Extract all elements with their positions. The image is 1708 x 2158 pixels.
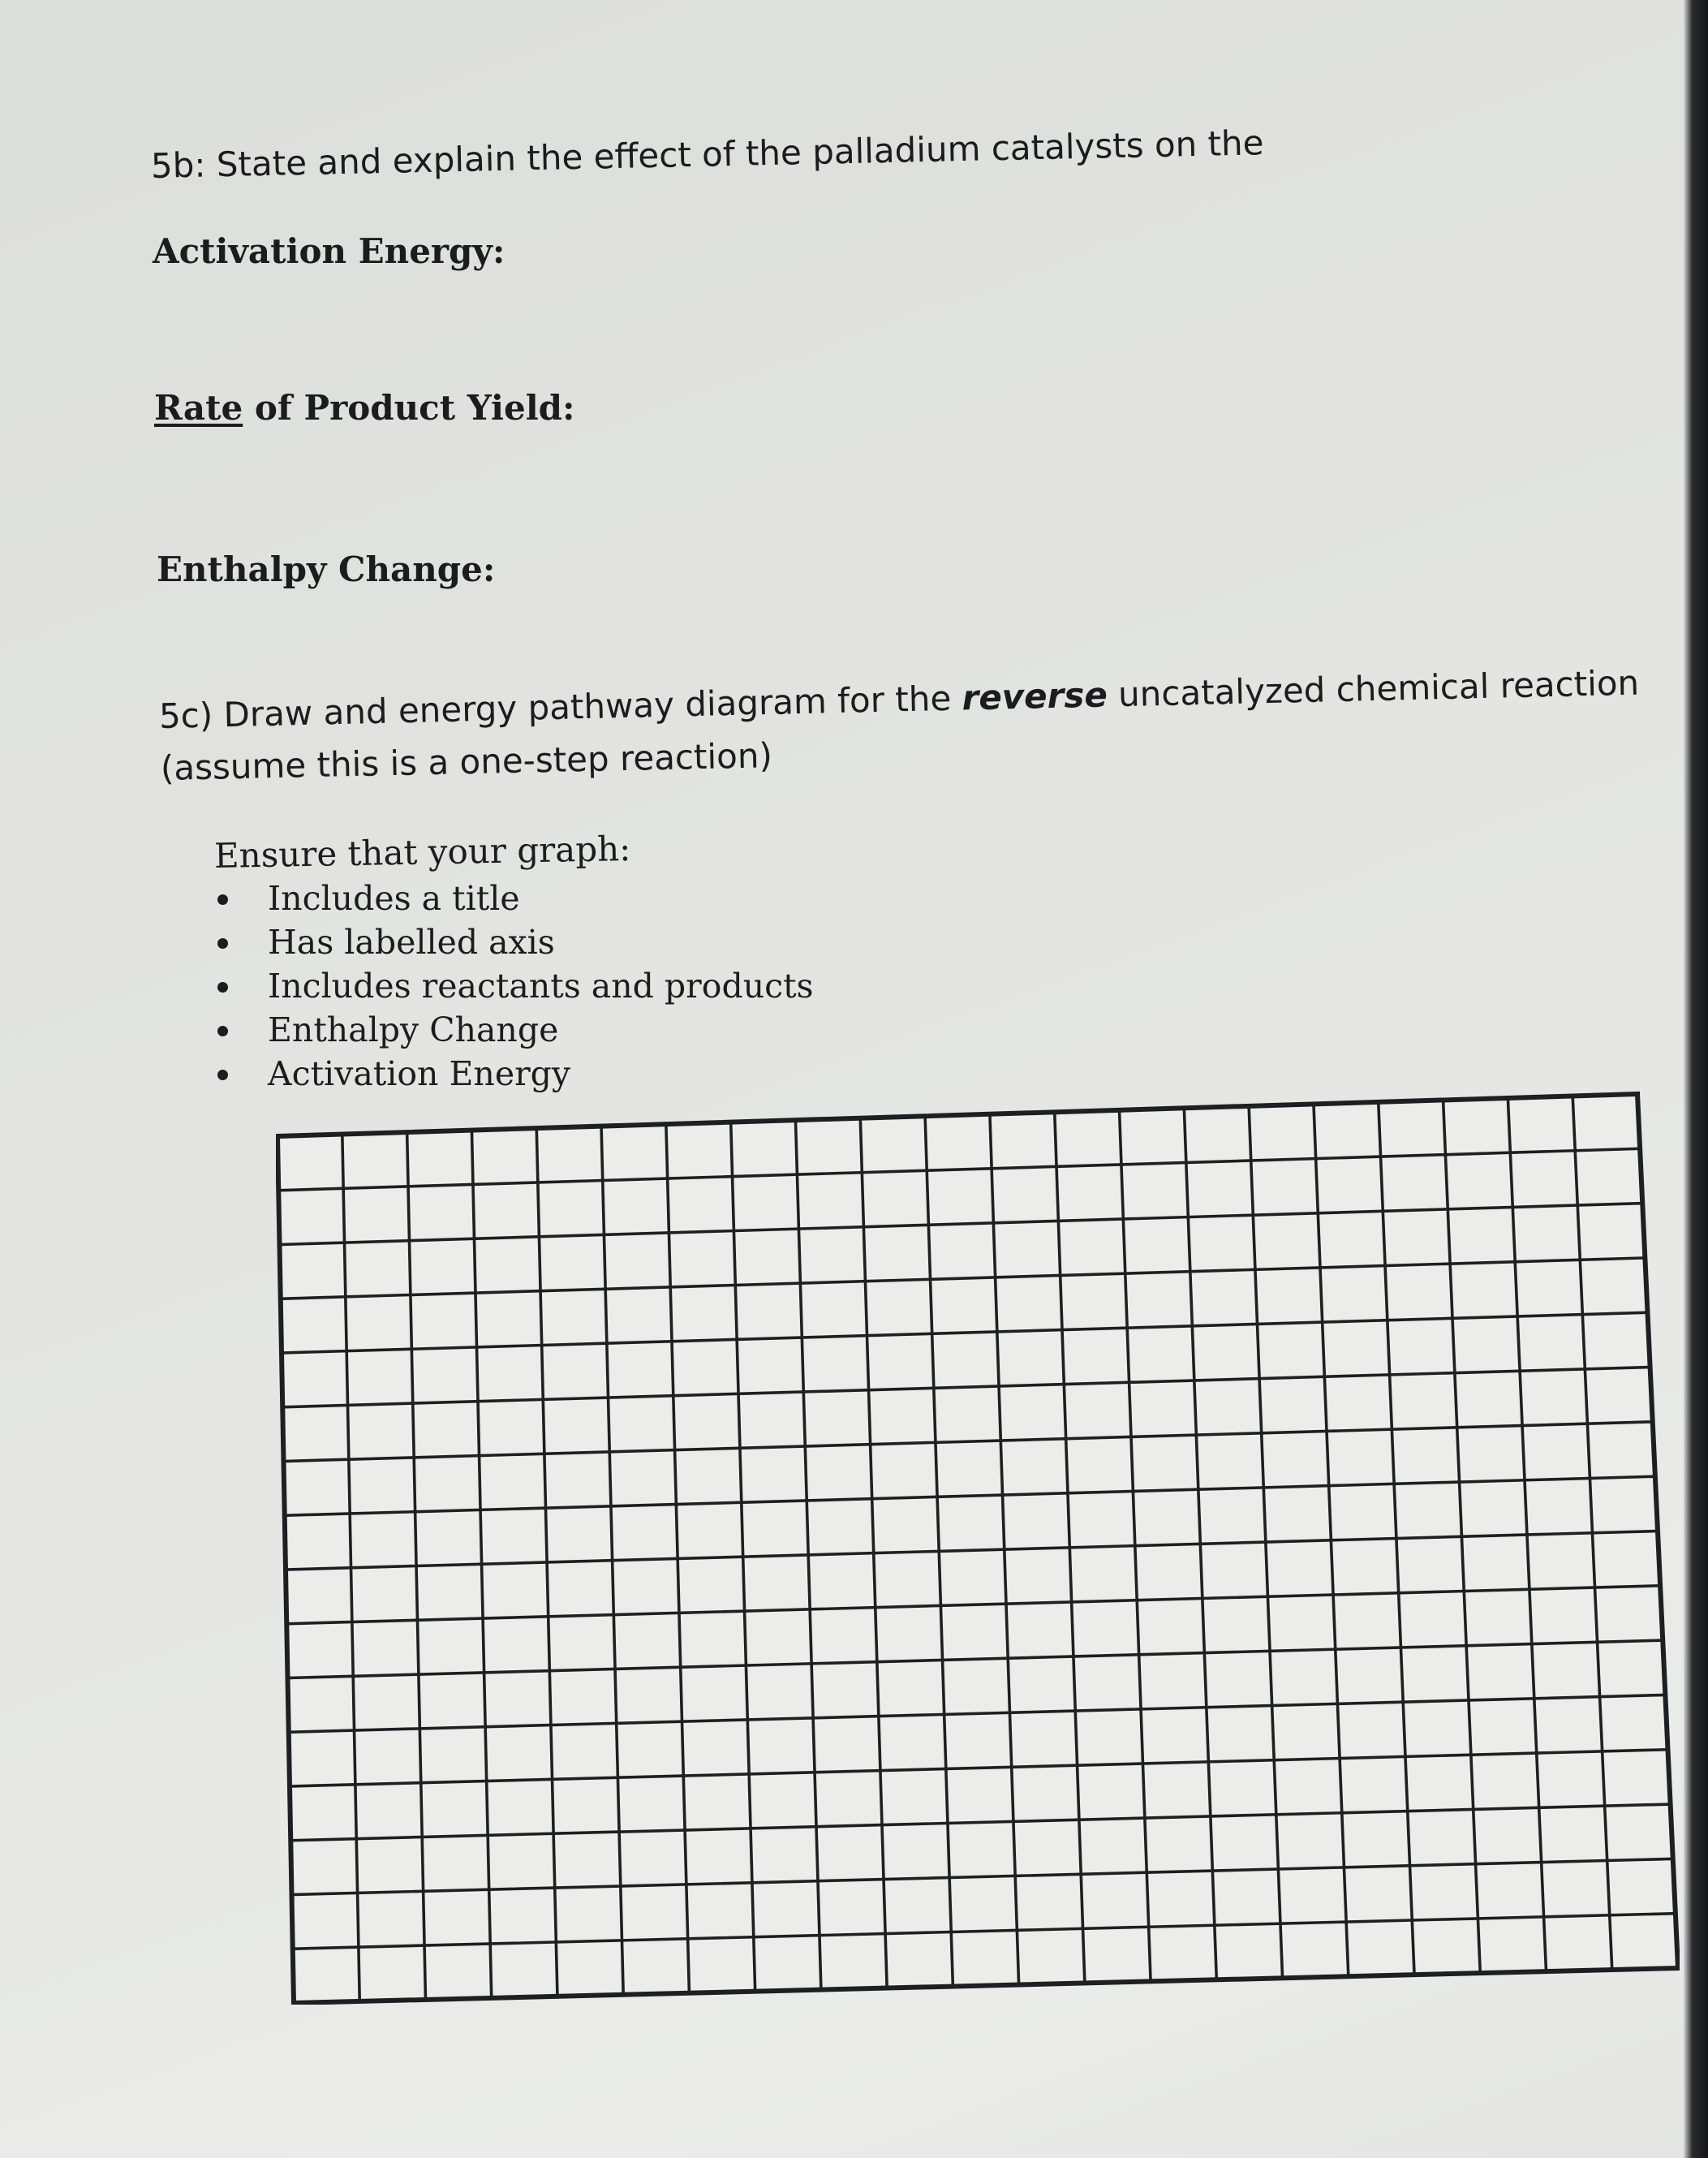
enthalpy-change-label: Enthalpy Change:	[157, 549, 496, 589]
bullet-icon	[217, 1070, 228, 1080]
question-5b-prompt: 5b: State and explain the effect of the palladium catalysts on the	[150, 123, 1264, 186]
question-5c-prompt-start: 5c) Draw and energy pathway diagram for the	[158, 678, 963, 736]
rate-underlined-word: Rate	[154, 388, 243, 428]
checklist-item-text: Includes reactants and products	[268, 967, 814, 1006]
rate-label-rest: of Product Yield:	[243, 388, 575, 428]
checklist-item	[213, 964, 814, 1008]
device-edge	[1684, 0, 1708, 2158]
bullet-icon	[217, 982, 228, 993]
checklist-item-text: Activation Energy	[268, 1054, 571, 1093]
question-5c-prompt-end: uncatalyzed chemical reaction	[1107, 662, 1640, 715]
checklist-item	[213, 1008, 814, 1052]
question-5c-prompt	[158, 663, 1639, 738]
checklist-intro: Ensure that your graph:	[213, 829, 631, 876]
bullet-icon	[217, 1026, 228, 1036]
rate-of-product-yield-label	[154, 388, 575, 429]
bullet-icon	[217, 938, 228, 949]
checklist-item-text: Enthalpy Change	[268, 1010, 559, 1049]
graph-paper[interactable]	[276, 1088, 1680, 2005]
checklist-item	[213, 920, 814, 964]
graph-grid[interactable]	[276, 1088, 1680, 2005]
graph-checklist	[213, 877, 814, 1096]
activation-energy-label: Activation Energy:	[153, 231, 506, 271]
question-5c-emphasis: reverse	[961, 674, 1108, 718]
bullet-icon	[217, 894, 228, 905]
checklist-item-text: Includes a title	[268, 879, 520, 918]
question-5c-prompt-line2: (assume this is a one-step reaction)	[160, 735, 773, 788]
checklist-item-text: Has labelled axis	[268, 923, 555, 962]
checklist-item	[213, 877, 814, 920]
